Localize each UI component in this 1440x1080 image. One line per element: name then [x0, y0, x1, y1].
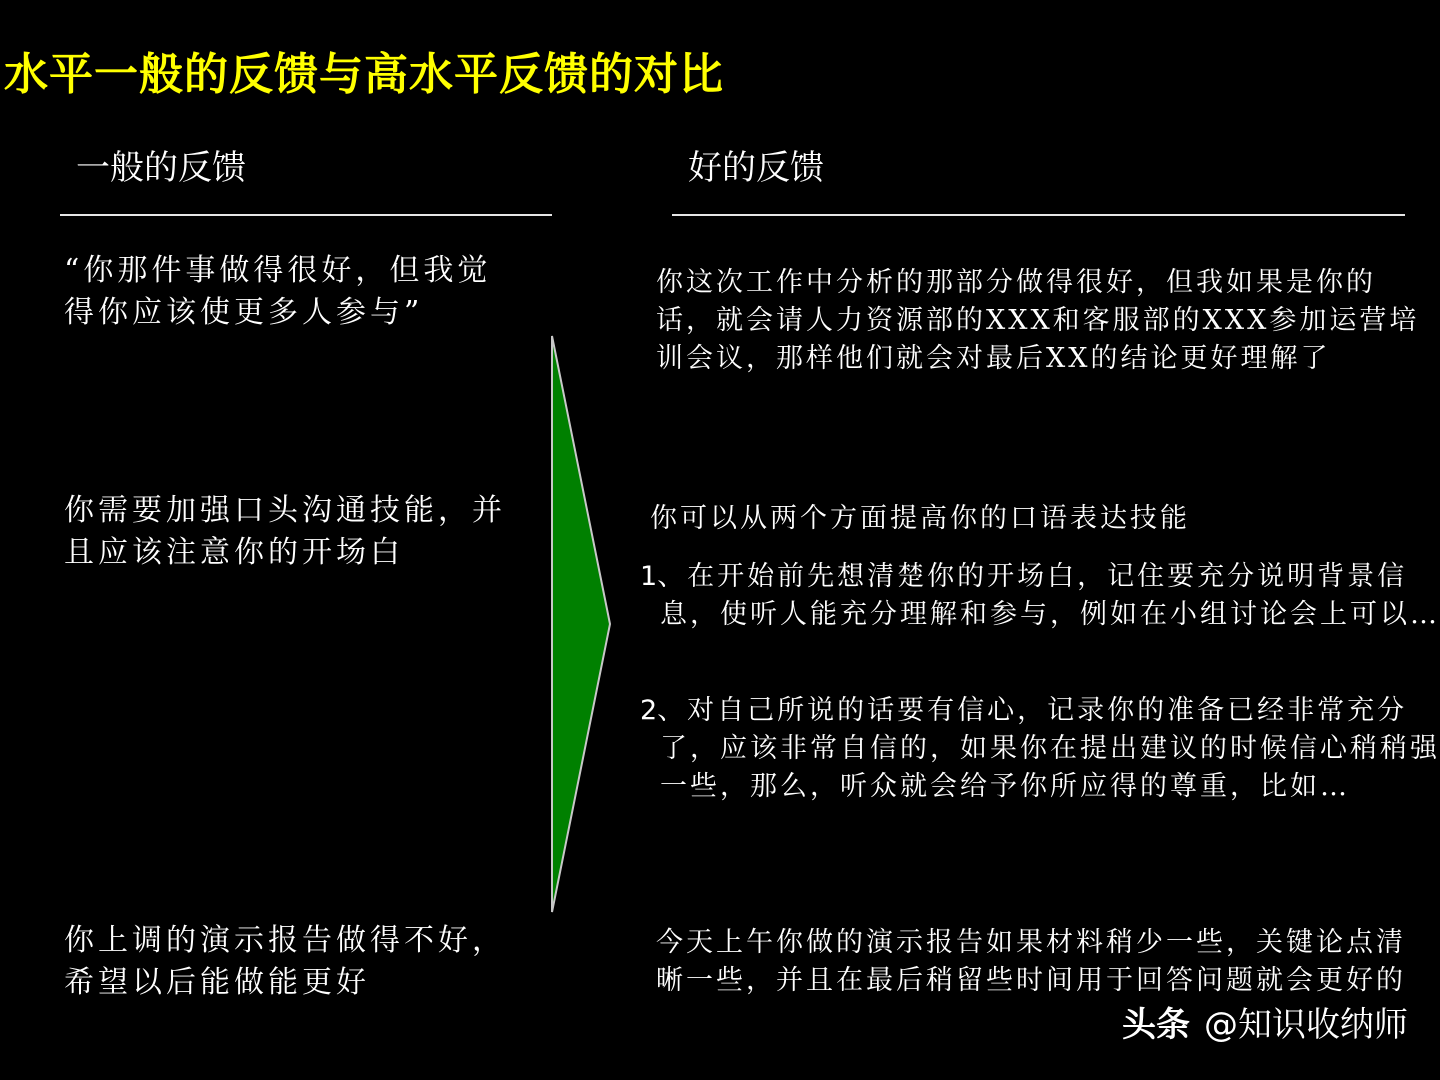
good-feedback-header: 好的反馈 [688, 148, 824, 188]
right-arrow-icon [548, 334, 618, 914]
good-feedback-2-item-1 [640, 558, 1440, 634]
general-feedback-2: 你需要加强口头沟通技能，并且应该注意你的开场白 [64, 493, 506, 570]
left-header-divider [60, 214, 552, 216]
page-title: 水平一般的反馈与高水平反馈的对比 [4, 49, 724, 100]
good-feedback-2-item-2 [640, 692, 1440, 806]
watermark [1122, 997, 1408, 1046]
general-feedback-3: 你上调的演示报告做得不好，希望以后能做能更好 [64, 923, 506, 1000]
item-number: 2 [640, 695, 658, 726]
good-feedback-3: 今天上午你做的演示报告如果材料稍少一些，关键论点清晰一些，并且在最后稍留些时间用于回答问题就会更好的 [656, 927, 1406, 996]
good-feedback-2-intro: 你可以从两个方面提高你的口语表达技能 [650, 503, 1190, 534]
general-feedback-1: “你那件事做得很好，但我觉得你应该使更多人参与” [64, 253, 492, 330]
right-header-divider [672, 214, 1405, 216]
watermark-handle: @知识收纳师 [1204, 1005, 1408, 1045]
good-feedback-1: 你这次工作中分析的那部分做得很好，但我如果是你的话，就会请人力资源部的XXX和客服部的XXX参加运营培训会议，那样他们就会对最后XX的结论更好理解了 [656, 267, 1420, 374]
item-text: 、对自己所说的话要有信心，记录你的准备已经非常充分了，应该非常自信的，如果你在提出建议的时候信心稍稍强一些，那么，听众就会给予你所应得的尊重，比如… [657, 695, 1440, 802]
general-feedback-header: 一般的反馈 [76, 148, 246, 188]
item-number: 1 [640, 561, 658, 592]
item-text: 、在开始前先想清楚你的开场白，记住要充分说明背景信息，使听人能充分理解和参与，例如在小组讨论会上可以… [657, 561, 1440, 630]
watermark-brand: 头条 [1122, 1005, 1190, 1045]
